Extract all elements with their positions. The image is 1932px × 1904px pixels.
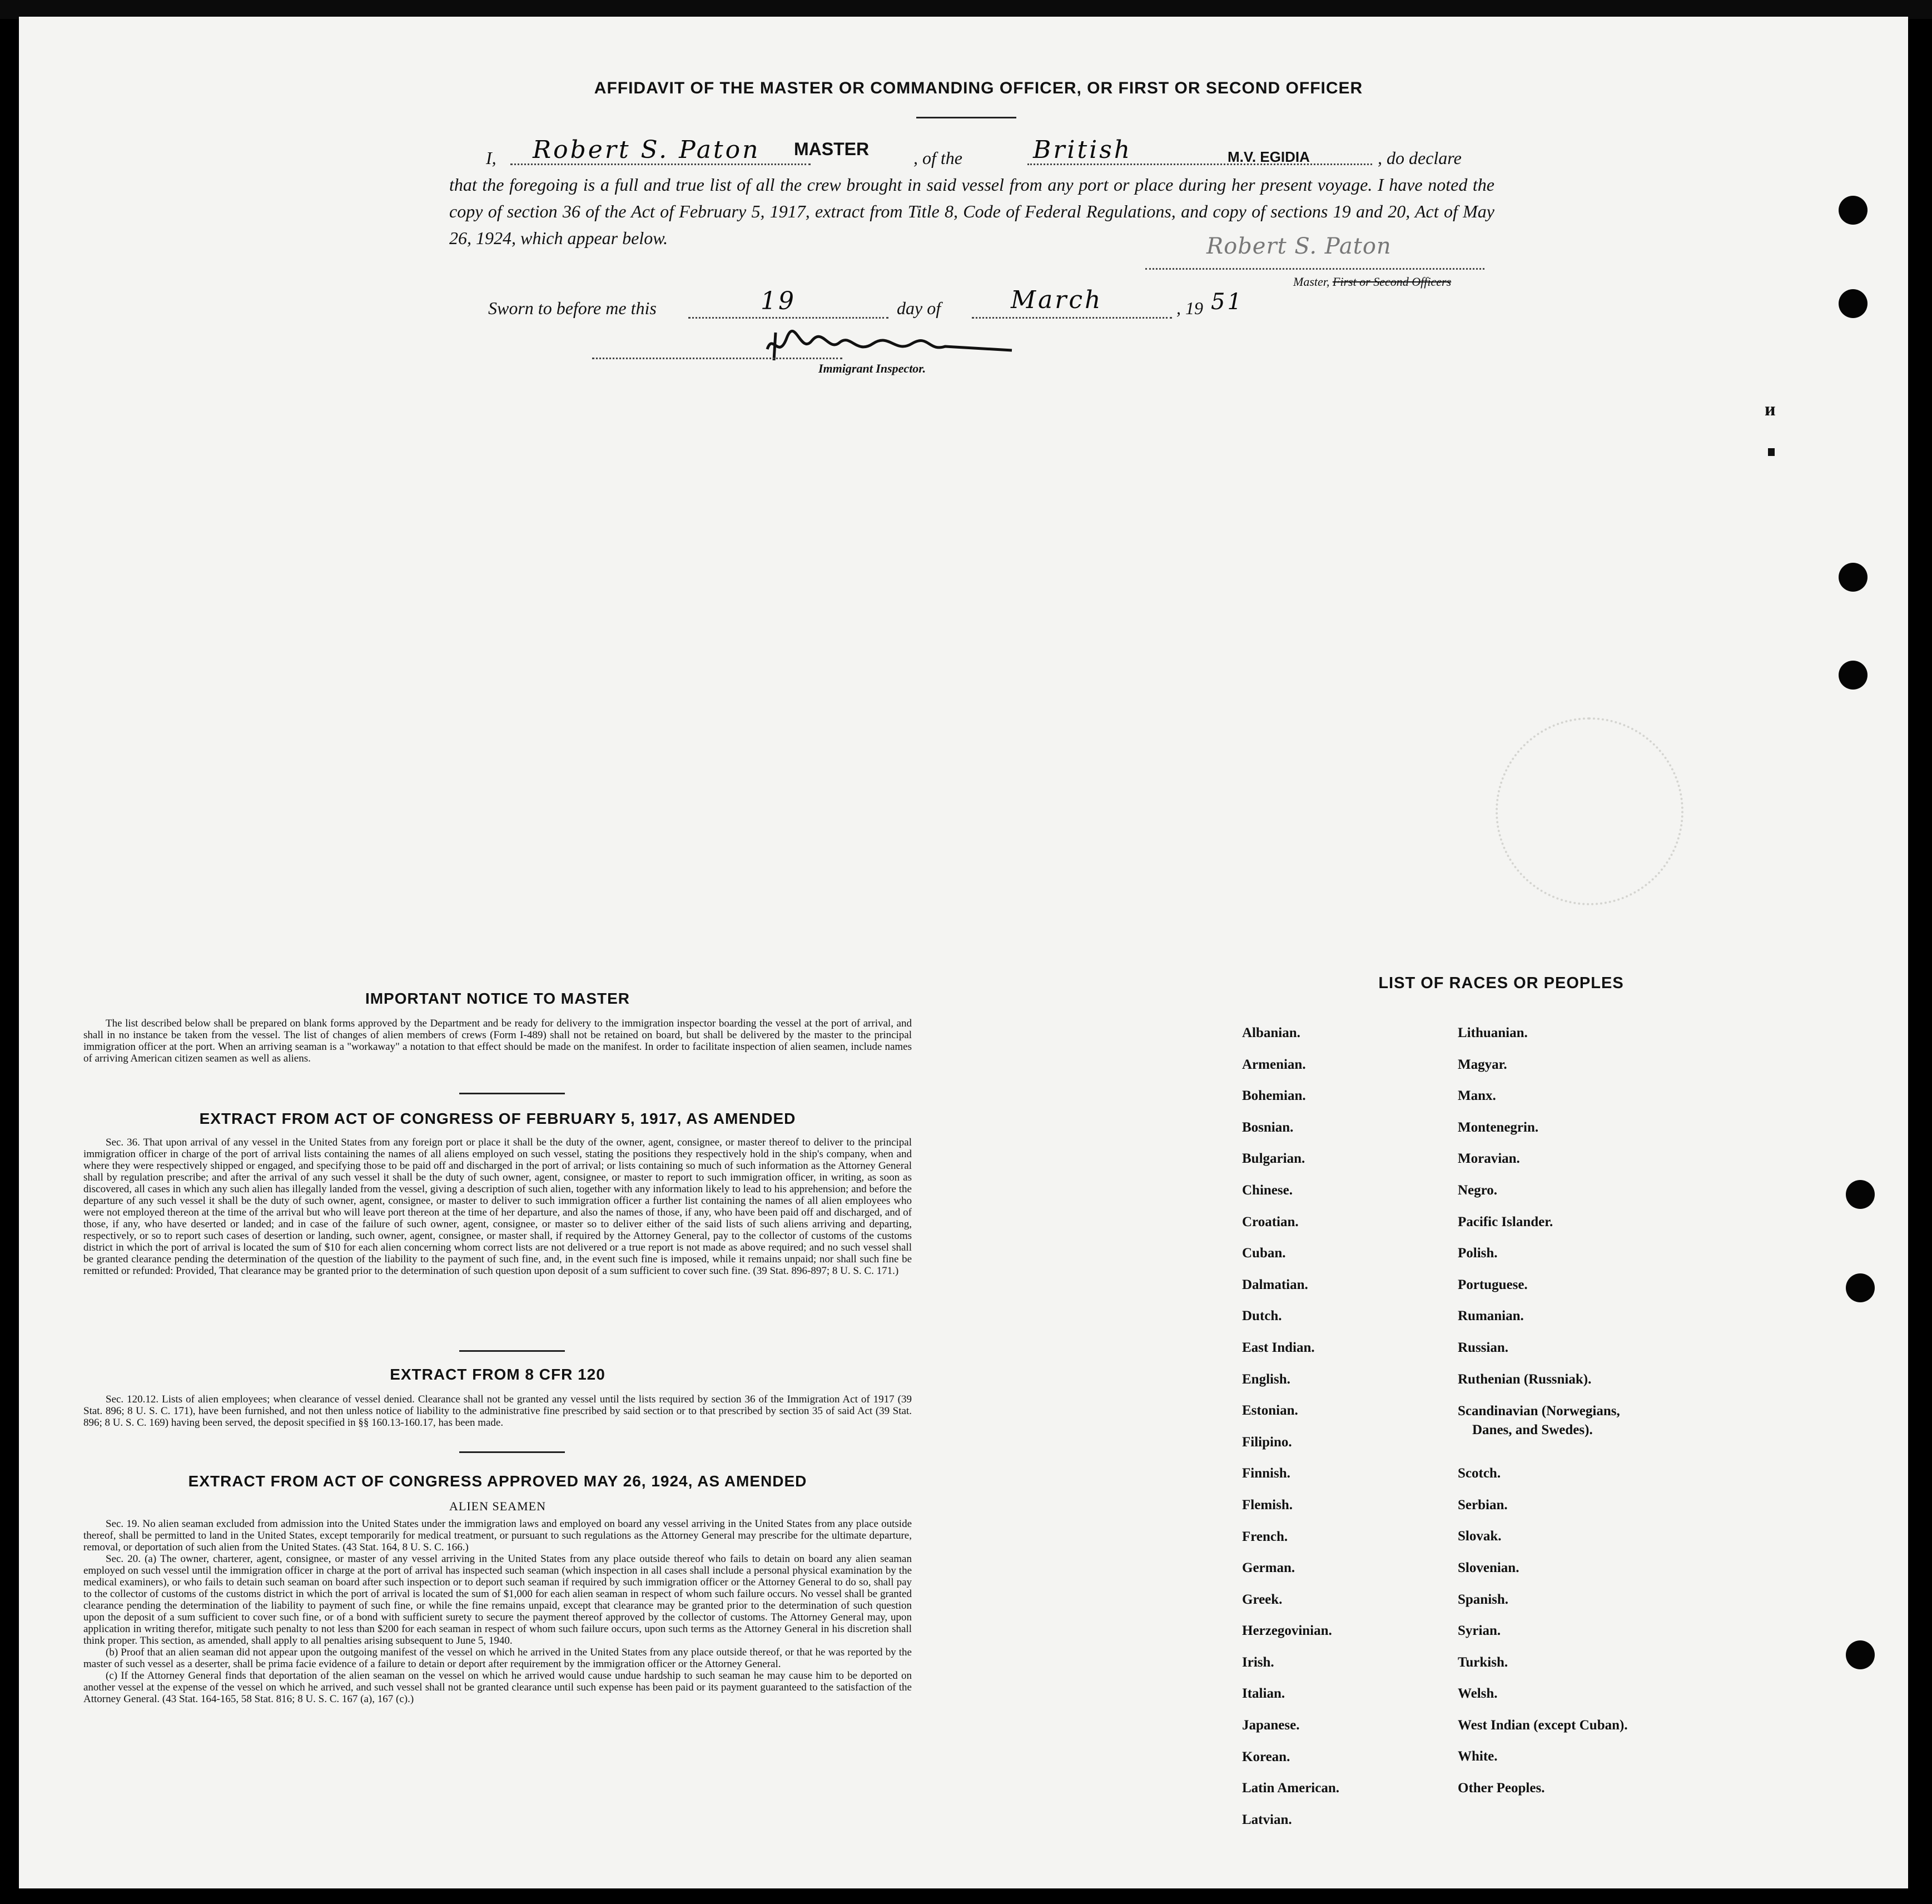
races-list-title: LIST OF RACES OR PEOPLES: [1378, 974, 1624, 992]
sec-20c-paragraph: (c) If the Attorney General finds that deportation of the alien seaman on the vessel on which he arrived would cause undue hardship to such seaman he may cause him to be deported on another vessel at the expense of the vessel on which he arrived, and such vessel shall not be granted clearance until such expense has been paid or its payment guaranteed to the satisfaction of the Attorney General. (43 Stat. 164-165, 58 Stat. 816; 8 U. S. C. 167 (a), 167 (c).): [83, 1670, 912, 1705]
do-declare-label: , do declare: [1378, 148, 1462, 168]
vessel-name-stamp: M.V. EGIDIA: [1228, 148, 1310, 165]
race-item: German.: [1242, 1560, 1295, 1576]
race-item: East Indian.: [1242, 1340, 1315, 1355]
sec-20a-paragraph: Sec. 20. (a) The owner, charterer, agent, consignee, or master of any vessel arriving in the United States from any place outside thereof who fails to detain on board any alien seaman employed on such vessel until the immigration officer in charge at the port of arrival has inspected such seaman (which inspection in all cases shall include a personal physical examination by the medical examiners), or who fails to detain such seaman on board after such inspection or to deport such seaman if required by such immigration officer or the Attorney General to do so, shall pay to the collector of customs of the customs district in which the port of arrival is located the sum of $1,000 for each alien seaman in respect of whom such failure occurs. No vessel shall be granted clearance pending the determination of the liability to payment of such fine, or while the fine remains unpaid, except that clearance may be granted prior to the determination of such question upon the deposit of a sum sufficient to cover such fine, or of a bond with sufficient surety to secure the payment thereof approved by the collector of customs. The Attorney General may, upon application in writing therefor, mitigate such penalty to not less than $200 for each seaman in respect of whom such failure occurs, upon such terms as the Attorney General in his discretion shall think proper. This section, as amended, shall apply to all penalties arising subsequent to June 5, 1940.: [83, 1553, 912, 1647]
race-item: Rumanian.: [1458, 1308, 1524, 1324]
race-item: Danes, and Swedes).: [1472, 1422, 1593, 1438]
race-item: English.: [1242, 1371, 1290, 1387]
race-item: Greek.: [1242, 1591, 1283, 1607]
race-item: Slovak.: [1458, 1529, 1502, 1544]
sec-19-paragraph: Sec. 19. No alien seaman excluded from admission into the United States under the immigration laws and employed on board any vessel arriving in the United States from any place outside thereof, shall be permitted to land in the United States, except temporarily for medical treatment, or pursuant to such regulations as the Attorney General may prescribe for the ultimate departure, removal, or deportation of such alien from the United States. (43 Stat. 164, 8 U. S. C. 166.): [83, 1518, 912, 1553]
race-item: Bosnian.: [1242, 1119, 1294, 1135]
day-dotted-line: [688, 317, 888, 319]
scan-top-border: [0, 0, 1932, 19]
master-label: [1293, 275, 1451, 289]
race-item: Welsh.: [1458, 1686, 1498, 1702]
day-of-label: day of: [897, 298, 941, 318]
sworn-prefix: Sworn to before me this: [488, 298, 657, 318]
race-item: Irish.: [1242, 1654, 1274, 1670]
declaration-text: that the foregoing is a full and true list of all the crew brought in said vessel from any port or place during her present voyage. I have noted the copy of section 36 of the Act of February 5, 1917, extract from Title 8, Code of Federal Regulations, and copy of sections 19 and 20, Act of May 26, 1924, which appear below.: [449, 175, 1494, 248]
vessel-dotted-line: [1027, 163, 1372, 165]
race-item: Italian.: [1242, 1686, 1285, 1702]
master-title: Master,: [1293, 275, 1330, 289]
race-item: Ruthenian (Russniak).: [1458, 1371, 1592, 1387]
race-item: White.: [1458, 1749, 1498, 1764]
race-item: Magyar.: [1458, 1057, 1507, 1072]
month-handwritten: March: [1011, 286, 1103, 314]
section-rule: [459, 1451, 565, 1453]
year-handwritten: 51: [1211, 289, 1244, 315]
year-prefix: , 19: [1176, 298, 1203, 318]
race-item: Portuguese.: [1458, 1277, 1528, 1292]
race-item: Albanian.: [1242, 1025, 1300, 1040]
races-right-column: [1458, 1018, 1628, 1804]
race-item: Cuban.: [1242, 1246, 1286, 1261]
punch-hole: [1839, 661, 1868, 690]
race-item: Latin American.: [1242, 1781, 1339, 1796]
race-item: Estonian.: [1242, 1403, 1298, 1419]
notice-paragraph: The list described below shall be prepared on blank forms approved by the Department and be ready for delivery to the immigration inspector boarding the vessel at the port of arrival, and shall in no instance be taken from the vessel. The list of changes of alien members of crews (Form I-489) shall not be retained on board, but shall be delivered by the master to the principal immigration officer at the port. When an arriving seaman is a "workaway" a notation to that effect should be made on the manifest. In order to facilitate inspection of alien seamen, include names of arriving American citizen seamen as well as aliens.: [83, 1018, 912, 1064]
punch-hole: [1846, 1273, 1875, 1302]
races-left-column: [1242, 1018, 1339, 1836]
race-item: Slovenian.: [1458, 1560, 1519, 1575]
embossed-seal: [1496, 717, 1683, 905]
extract-1924-body: [83, 1518, 912, 1705]
race-item: French.: [1242, 1529, 1288, 1544]
race-item: Moravian.: [1458, 1151, 1520, 1167]
race-item: Dalmatian.: [1242, 1277, 1308, 1292]
race-item: Korean.: [1242, 1749, 1290, 1764]
sec-36-paragraph: Sec. 36. That upon arrival of any vessel in the United States from any foreign port or place it shall be the duty of the owner, agent, consignee, or master thereof to deliver to the principal immigration officer in charge of the port of arrival lists containing the names of all aliens employed on such vessel, stating the positions they respectively hold in the ship's company, when and where they were respectively shipped or engaged, and specifying those to be paid off and discharged in the port of arrival; or lists containing so much of such information as the Attorney General shall by regulation prescribe; and after the arrival of any such vessel it shall be the duty of such owner, agent, consignee, or master to report to such immigration officer, in writing, as soon as discovered, all cases in which any such alien has illegally landed from the vessel, giving a description of such alien, together with any information likely to lead to his apprehension; and before the departure of any such vessel it shall be the duty of such owner, agent, consignee, or master to deliver to such immigration officer a further list containing the names of all alien employees who were not employed thereon at the time of the arrival but who will leave port thereon at the time of her departure, and also the names of those, if any, who have been paid off and discharged, and of those, if any, who have deserted or landed; and in case of the failure of such owner, agent, consignee, or master so to deliver either of the said lists of such aliens arriving and departing, respectively, or so to report such cases of desertion or landing, such owner, agent, consignee, or master shall, if required by the Attorney General, pay to the collector of customs of the customs district in which the port of arrival is located the sum of $10 for each alien concerning whom correct lists are not delivered or a true report is not made as above required; and no such vessel shall be granted clearance pending the determination of the question of the liability to the payment of such fine, and, in the event such fine is imposed, while it remains unpaid; nor shall such fine be remitted or refunded: Provided, That clearance may be granted prior to the determination of such question upon deposit of a sum sufficient to cover such fine. (39 Stat. 896-897; 8 U. S. C. 171.): [83, 1137, 912, 1277]
month-dotted-line: [972, 317, 1172, 319]
inspector-dotted-line: [592, 358, 842, 359]
punch-hole: [1839, 289, 1868, 318]
extract-cfr-body: [83, 1394, 912, 1429]
extract-1917-body: [83, 1137, 912, 1277]
race-item: Pacific Islander.: [1458, 1214, 1553, 1229]
race-item: Herzegovinian.: [1242, 1623, 1332, 1639]
punch-hole: [1846, 1640, 1875, 1669]
race-item: Bulgarian.: [1242, 1151, 1305, 1167]
race-item: West Indian (except Cuban).: [1458, 1717, 1628, 1733]
race-item: Turkish.: [1458, 1654, 1508, 1670]
race-item: Syrian.: [1458, 1623, 1501, 1639]
master-name-signature: Robert S. Paton: [533, 136, 761, 164]
race-item: Croatian.: [1242, 1214, 1299, 1229]
master-signature: Robert S. Paton: [1206, 234, 1392, 259]
sec-20b-paragraph: (b) Proof that an alien seaman did not appear upon the outgoing manifest of the vessel on which he arrived in the United States from any place outside thereof, or that he was reported by the master of such vessel as a deserter, shall be prima facie evidence of a failure to detain or deport after requirement by the immigration officer or the Attorney General.: [83, 1647, 912, 1670]
race-item: Bohemian.: [1242, 1088, 1306, 1104]
race-item: Spanish.: [1458, 1591, 1509, 1607]
sec-120-paragraph: Sec. 120.12. Lists of alien employees; when clearance of vessel denied. Clearance shall not be granted any vessel until the lists required by section 36 of the Immigration Act of 1917 (39 Stat. 896; 8 U. S. C. 171), have been furnished, and not then unless notice of liability to the administrative fine prescribed by said section or to that prescribed by section 35 of said Act (39 Stat. 896; 8 U. S. C. 169) having been served, the deposit specified in §§ 160.13-160.17, has been made.: [83, 1394, 912, 1429]
race-item: Flemish.: [1242, 1497, 1293, 1513]
title-rule: [916, 117, 1016, 118]
alien-seamen-subtitle: ALIEN SEAMEN: [449, 1499, 546, 1513]
race-item: Other Peoples.: [1458, 1781, 1545, 1796]
race-item: Polish.: [1458, 1246, 1498, 1261]
race-item: Finnish.: [1242, 1466, 1290, 1481]
of-the-label: , of the: [913, 148, 962, 168]
extract-1924-title: EXTRACT FROM ACT OF CONGRESS APPROVED MAY 26, 1924, AS AMENDED: [188, 1472, 807, 1490]
struck-officer-label: First or Second Officers: [1332, 275, 1452, 289]
race-item: Montenegrin.: [1458, 1119, 1539, 1135]
race-item: Filipino.: [1242, 1434, 1292, 1450]
section-rule: [459, 1093, 565, 1094]
extract-1917-title: EXTRACT FROM ACT OF CONGRESS OF FEBRUARY 5, 1917, AS AMENDED: [199, 1110, 796, 1127]
day-handwritten: 19: [761, 287, 796, 315]
notice-body: [83, 1018, 912, 1064]
race-item: Japanese.: [1242, 1718, 1300, 1733]
section-rule: [459, 1350, 565, 1352]
affidavit-line-1: [449, 136, 1494, 171]
margin-mark: и: [1765, 399, 1776, 420]
race-item: Serbian.: [1458, 1497, 1508, 1513]
rank-stamp: MASTER: [794, 139, 870, 159]
sworn-line: [488, 286, 1267, 327]
extract-cfr-title: EXTRACT FROM 8 CFR 120: [390, 1366, 605, 1383]
race-item: Scotch.: [1458, 1466, 1501, 1481]
race-item: Lithuanian.: [1458, 1025, 1528, 1040]
race-item: Negro.: [1458, 1182, 1498, 1198]
race-item: Russian.: [1458, 1340, 1509, 1355]
race-item: Chinese.: [1242, 1182, 1293, 1198]
name-dotted-line: [510, 163, 811, 165]
race-item: Manx.: [1458, 1088, 1496, 1104]
notice-title: IMPORTANT NOTICE TO MASTER: [365, 990, 630, 1007]
signature-dotted-line: [1145, 268, 1484, 270]
inspector-label: Immigrant Inspector.: [818, 361, 926, 375]
race-item: Armenian.: [1242, 1057, 1306, 1072]
punch-hole: [1839, 563, 1868, 592]
affidavit-title: AFFIDAVIT OF THE MASTER OR COMMANDING OFFICER, OR FIRST OR SECOND OFFICER: [594, 79, 1363, 97]
nationality-handwritten: British: [1033, 136, 1133, 164]
punch-hole: [1846, 1180, 1875, 1209]
punch-hole: [1839, 196, 1868, 225]
race-item: Scandinavian (Norwegians,: [1458, 1404, 1620, 1419]
race-item: Dutch.: [1242, 1308, 1282, 1324]
race-item: Latvian.: [1242, 1812, 1292, 1827]
line-prefix: I,: [486, 148, 496, 168]
margin-dot: [1768, 448, 1775, 456]
